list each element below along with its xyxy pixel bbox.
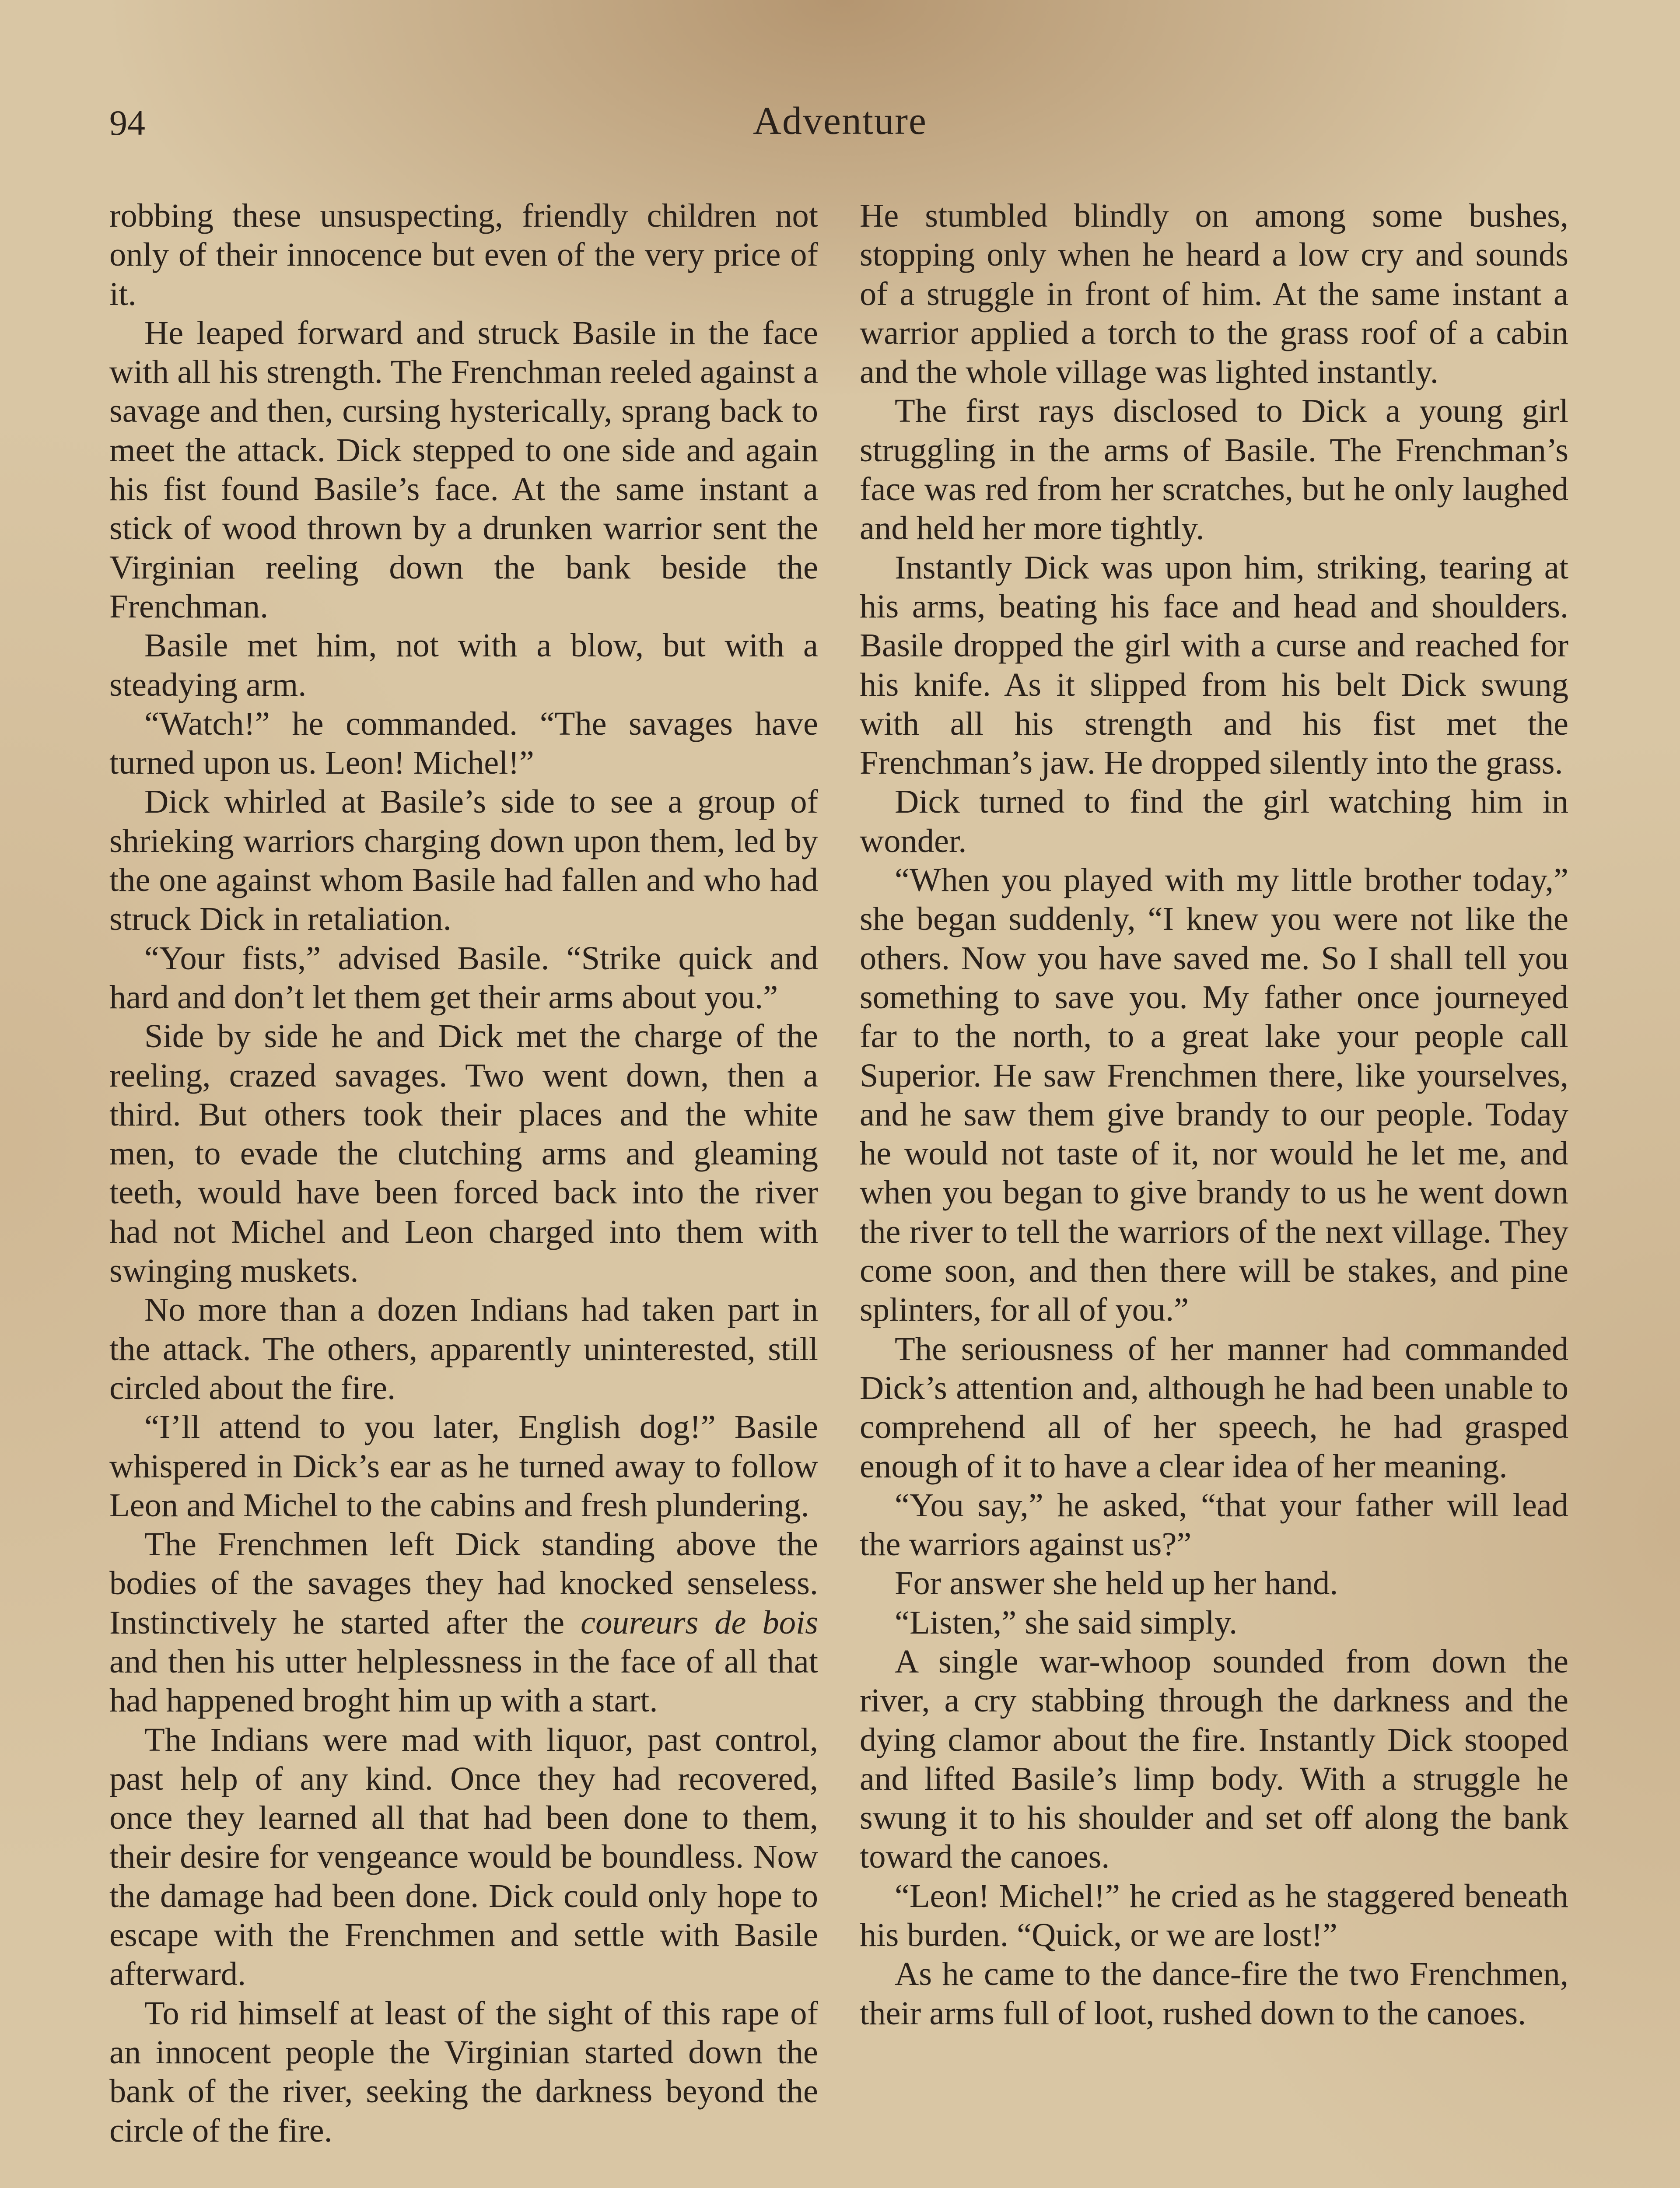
paragraph: “Watch!” he commanded. “The savages have turned upon us. Leon! Michel!” (109, 705, 818, 782)
paragraph-text: The Frenchmen left Dick standing above the bodies of the savages they had knocked senseless. Instinctively he started after the (109, 1525, 818, 1641)
paragraph: Instantly Dick was upon him, striking, tearing at his arms, beating his face and head and shoulders. Basile dropped the girl with a curse and reached for his knife. As it slipped from his belt Dick swung with all his strength and his fist met the Frenchman’s jaw. He dropped silently into the grass. (860, 548, 1568, 782)
paragraph: The seriousness of her manner had commanded Dick’s attention and, although he had been unable to comprehend all of her speech, he had grasped enough of it to have a clear idea of her meaning. (860, 1330, 1568, 1485)
paragraph: Dick turned to find the girl watching him in wonder. (860, 783, 1568, 859)
paragraph (109, 1525, 818, 1720)
paragraph: He leaped forward and struck Basile in the face with all his strength. The Frenchman reeled against a savage and then, cursing hysterically, sprang back to meet the attack. Dick stepped to one side and again his fist found Basile’s face. At the same instant a stick of wood thrown by a drunken warrior sent the Virginian reeling down the bank beside the Frenchman. (109, 314, 818, 625)
paragraph: “Leon! Michel!” he cried as he staggered beneath his burden. “Quick, or we are lost!” (860, 1877, 1568, 1954)
paragraph: No more than a dozen Indians had taken part in the attack. The others, apparently uninterested, still circled about the fire. (109, 1291, 818, 1406)
paragraph: For answer she held up her hand. (895, 1564, 1338, 1602)
paragraph: A single war-whoop sounded from down the river, a cry stabbing through the darkness and the dying clamor about the fire. Instantly Dick stooped and lifted Basile’s limp body. With a struggle he swung it to his shoulder and set off along the bank toward the canoes. (860, 1642, 1568, 1876)
paragraph: The Indians were mad with liquor, past control, past help of any kind. Once they had recovered, once they learned all that had been done to them, their desire for vengeance would be boundless. Now the damage had been done. Dick could only hope to escape with the Frenchmen and settle with Basile afterward. (109, 1721, 818, 1993)
paragraph: “You say,” he asked, “that your father will lead the warriors against us?” (860, 1486, 1568, 1563)
right-column (860, 196, 1568, 2033)
paragraph: Dick whirled at Basile’s side to see a group of shrieking warriors charging down upon them, led by the one against whom Basile had fallen and who had struck Dick in retaliation. (109, 783, 818, 938)
paragraph: Basile met him, not with a blow, but with a steadying arm. (109, 627, 818, 703)
paragraph: “I’ll attend to you later, English dog!” Basile whispered in Dick’s ear as he turned away to follow Leon and Michel to the cabins and fresh plundering. (109, 1408, 818, 1524)
paragraph: robbing these unsuspecting, friendly children not only of their innocence but even of the very price of it. (109, 197, 818, 312)
running-head-title: Adventure (753, 99, 927, 143)
page-number: 94 (109, 103, 145, 143)
paragraph: To rid himself at least of the sight of this rape of an innocent people the Virginian started down the bank of the river, seeking the darkness beyond the circle of the fire. (109, 1994, 818, 2149)
paragraph: He stumbled blindly on among some bushes, stopping only when he heard a low cry and sounds of a struggle in front of him. At the same instant a warrior applied a torch to the grass roof of a cabin and the whole village was lighted instantly. (860, 197, 1568, 391)
paragraph: “Listen,” she said simply. (895, 1603, 1238, 1641)
paragraph: “Your fists,” advised Basile. “Strike quick and hard and don’t let them get their arms about you.” (109, 939, 818, 1016)
paragraph: As he came to the dance-fire the two Frenchmen, their arms full of loot, rushed down to the canoes. (860, 1955, 1568, 2032)
paragraph: The first rays disclosed to Dick a young girl struggling in the arms of Basile. The Frenchman’s face was red from her scratches, but he only laughed and held her more tightly. (860, 392, 1568, 547)
italic-phrase: coureurs de bois (581, 1603, 818, 1641)
paragraph: “When you played with my little brother today,” she began suddenly, “I knew you were not like the others. Now you have saved me. So I shall tell you something to save you. My father once journeyed far to the north, to a great lake your people call Superior. He saw Frenchmen there, like yourselves, and he saw them give brandy to our people. Today he would not taste of it, nor would he let me, and when you began to give brandy to us he went down the river to tell the warriors of the next village. They come soon, and then there will be stakes, and pine splinters, for all of you.” (860, 861, 1568, 1329)
paragraph: Side by side he and Dick met the charge of the reeling, crazed savages. Two went down, then a third. But others took their places and the white men, to evade the clutching arms and gleaming teeth, would have been forced back into the river had not Michel and Leon charged into them with swinging muskets. (109, 1017, 818, 1290)
paragraph-text: and then his utter helplessness in the face of all that had happened broght him up with a start. (109, 1642, 818, 1719)
left-column (109, 196, 818, 2150)
